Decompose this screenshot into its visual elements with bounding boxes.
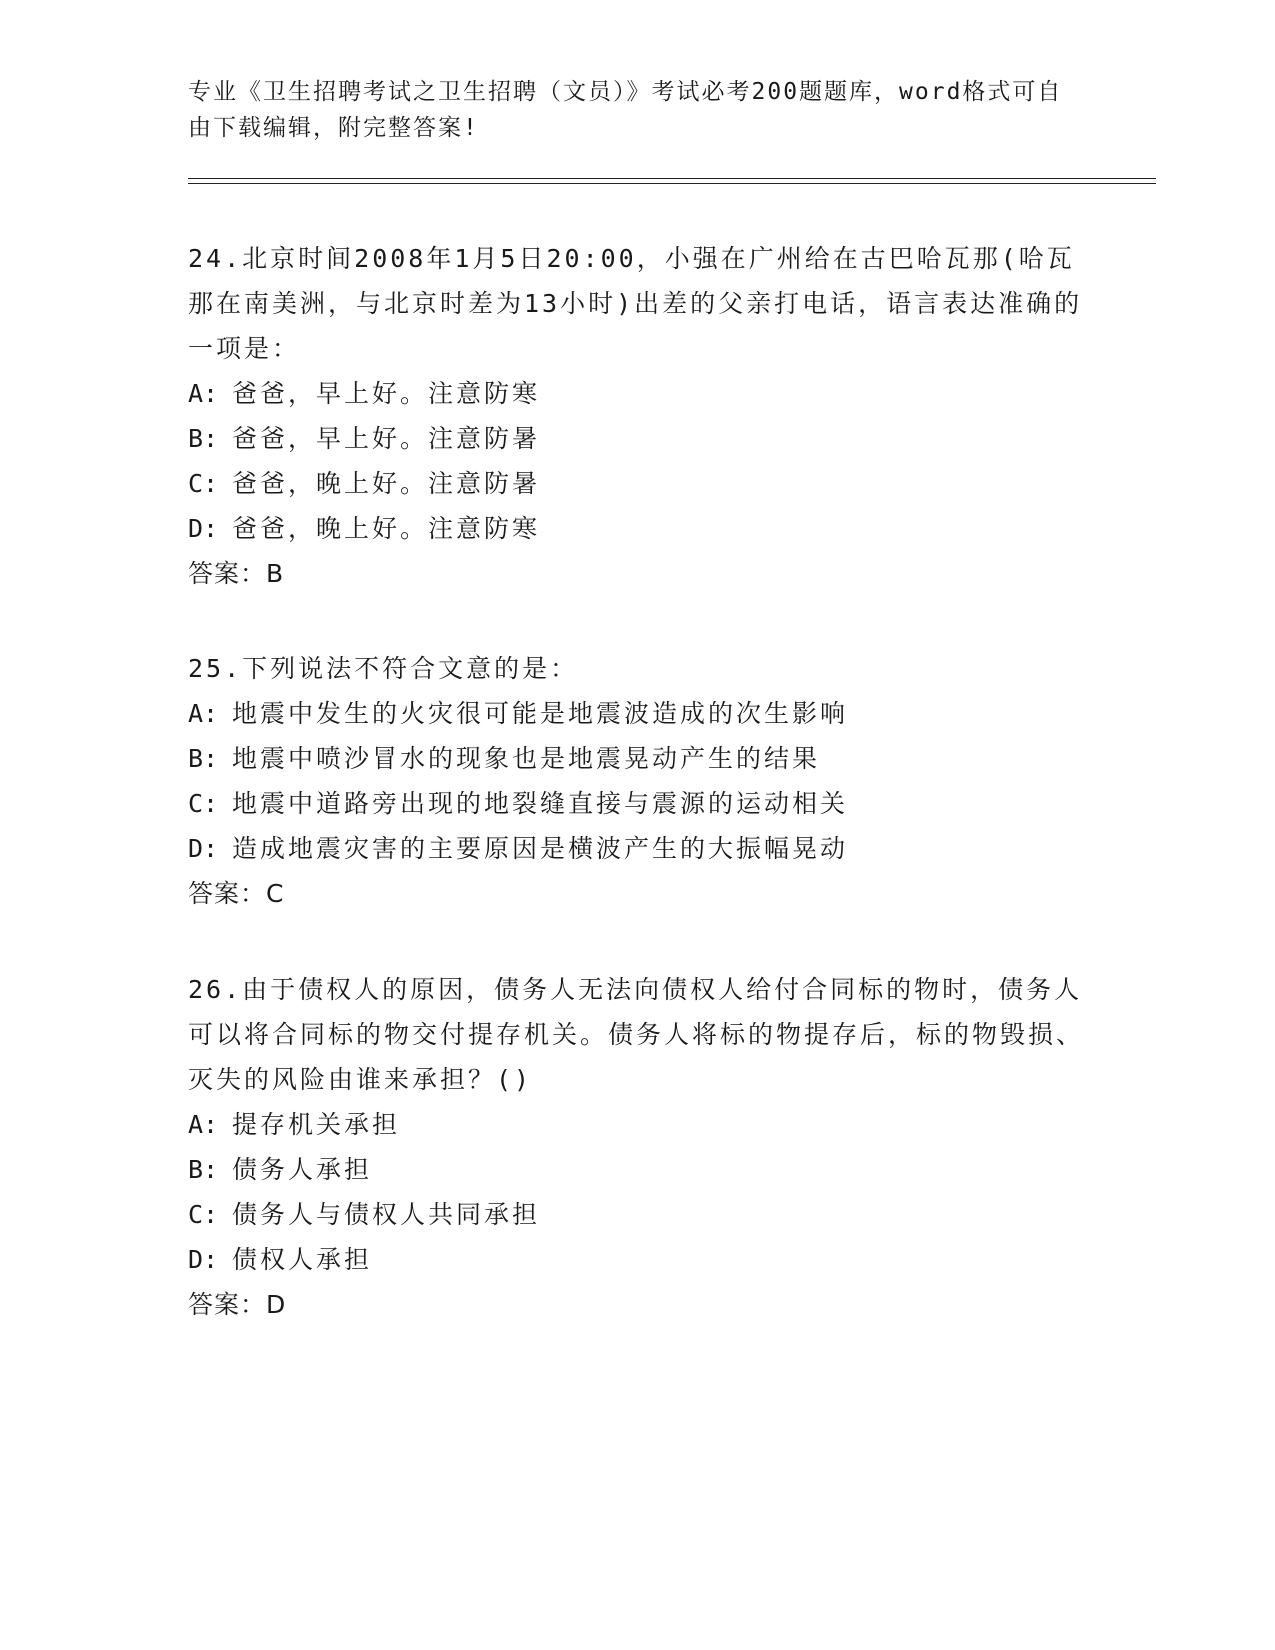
option-letter: D: xyxy=(188,1245,219,1274)
option-text: 地震中喷沙冒水的现象也是地震晃动产生的结果 xyxy=(232,744,821,773)
option-letter: D: xyxy=(188,834,219,863)
option-text: 债权人承担 xyxy=(232,1245,373,1274)
option-letter: A: xyxy=(188,699,219,728)
option-letter: A: xyxy=(188,1110,219,1139)
option-d xyxy=(188,506,1088,551)
option-d xyxy=(188,826,1088,871)
option-letter: A: xyxy=(188,379,219,408)
option-a xyxy=(188,691,1088,736)
option-letter: C: xyxy=(188,469,219,498)
question-stem: 25.下列说法不符合文意的是： xyxy=(188,654,579,683)
option-letter: B: xyxy=(188,1155,219,1184)
option-a xyxy=(188,371,1088,416)
header-divider-top xyxy=(188,178,1156,179)
option-letter: B: xyxy=(188,424,219,453)
option-text: 爸爸，晚上好。注意防暑 xyxy=(232,469,541,498)
option-a xyxy=(188,1102,1088,1147)
question-25 xyxy=(188,646,1088,916)
question-stem: 26.由于债权人的原因，债务人无法向债权人给付合同标的物时，债务人可以将合同标的物交付提存机关。债务人将标的物提存后，标的物毁损、灭失的风险由谁来承担？() xyxy=(188,975,1085,1094)
answer-line: 答案：B xyxy=(188,559,285,588)
option-text: 提存机关承担 xyxy=(232,1110,401,1139)
option-c xyxy=(188,461,1088,506)
option-c xyxy=(188,1192,1088,1237)
option-text: 爸爸，早上好。注意防寒 xyxy=(232,379,541,408)
option-text: 债务人与债权人共同承担 xyxy=(232,1200,541,1229)
option-b xyxy=(188,1147,1088,1192)
option-text: 地震中道路旁出现的地裂缝直接与震源的运动相关 xyxy=(232,789,849,818)
option-text: 地震中发生的火灾很可能是地震波造成的次生影响 xyxy=(232,699,849,728)
question-26 xyxy=(188,967,1088,1327)
answer-line: 答案：D xyxy=(188,1290,287,1319)
option-letter: C: xyxy=(188,1200,219,1229)
option-text: 爸爸，早上好。注意防暑 xyxy=(232,424,541,453)
question-stem: 24.北京时间2008年1月5日20:00，小强在广州给在古巴哈瓦那(哈瓦那在南美洲，与北京时差为13小时)出差的父亲打电话，语言表达准确的一项是： xyxy=(188,244,1083,363)
header-intro-text: 专业《卫生招聘考试之卫生招聘（文员）》考试必考200题题库，word格式可自由下载编辑，附完整答案! xyxy=(188,79,1063,141)
option-letter: B: xyxy=(188,744,219,773)
option-d xyxy=(188,1237,1088,1282)
option-text: 造成地震灾害的主要原因是横波产生的大振幅晃动 xyxy=(232,834,849,863)
option-c xyxy=(188,781,1088,826)
document-header xyxy=(188,74,1068,146)
option-text: 债务人承担 xyxy=(232,1155,373,1184)
option-b xyxy=(188,736,1088,781)
option-b xyxy=(188,416,1088,461)
option-letter: C: xyxy=(188,789,219,818)
answer-line: 答案：C xyxy=(188,879,285,908)
header-divider-bottom xyxy=(188,183,1156,184)
option-text: 爸爸，晚上好。注意防寒 xyxy=(232,514,541,543)
option-letter: D: xyxy=(188,514,219,543)
question-24 xyxy=(188,236,1088,596)
